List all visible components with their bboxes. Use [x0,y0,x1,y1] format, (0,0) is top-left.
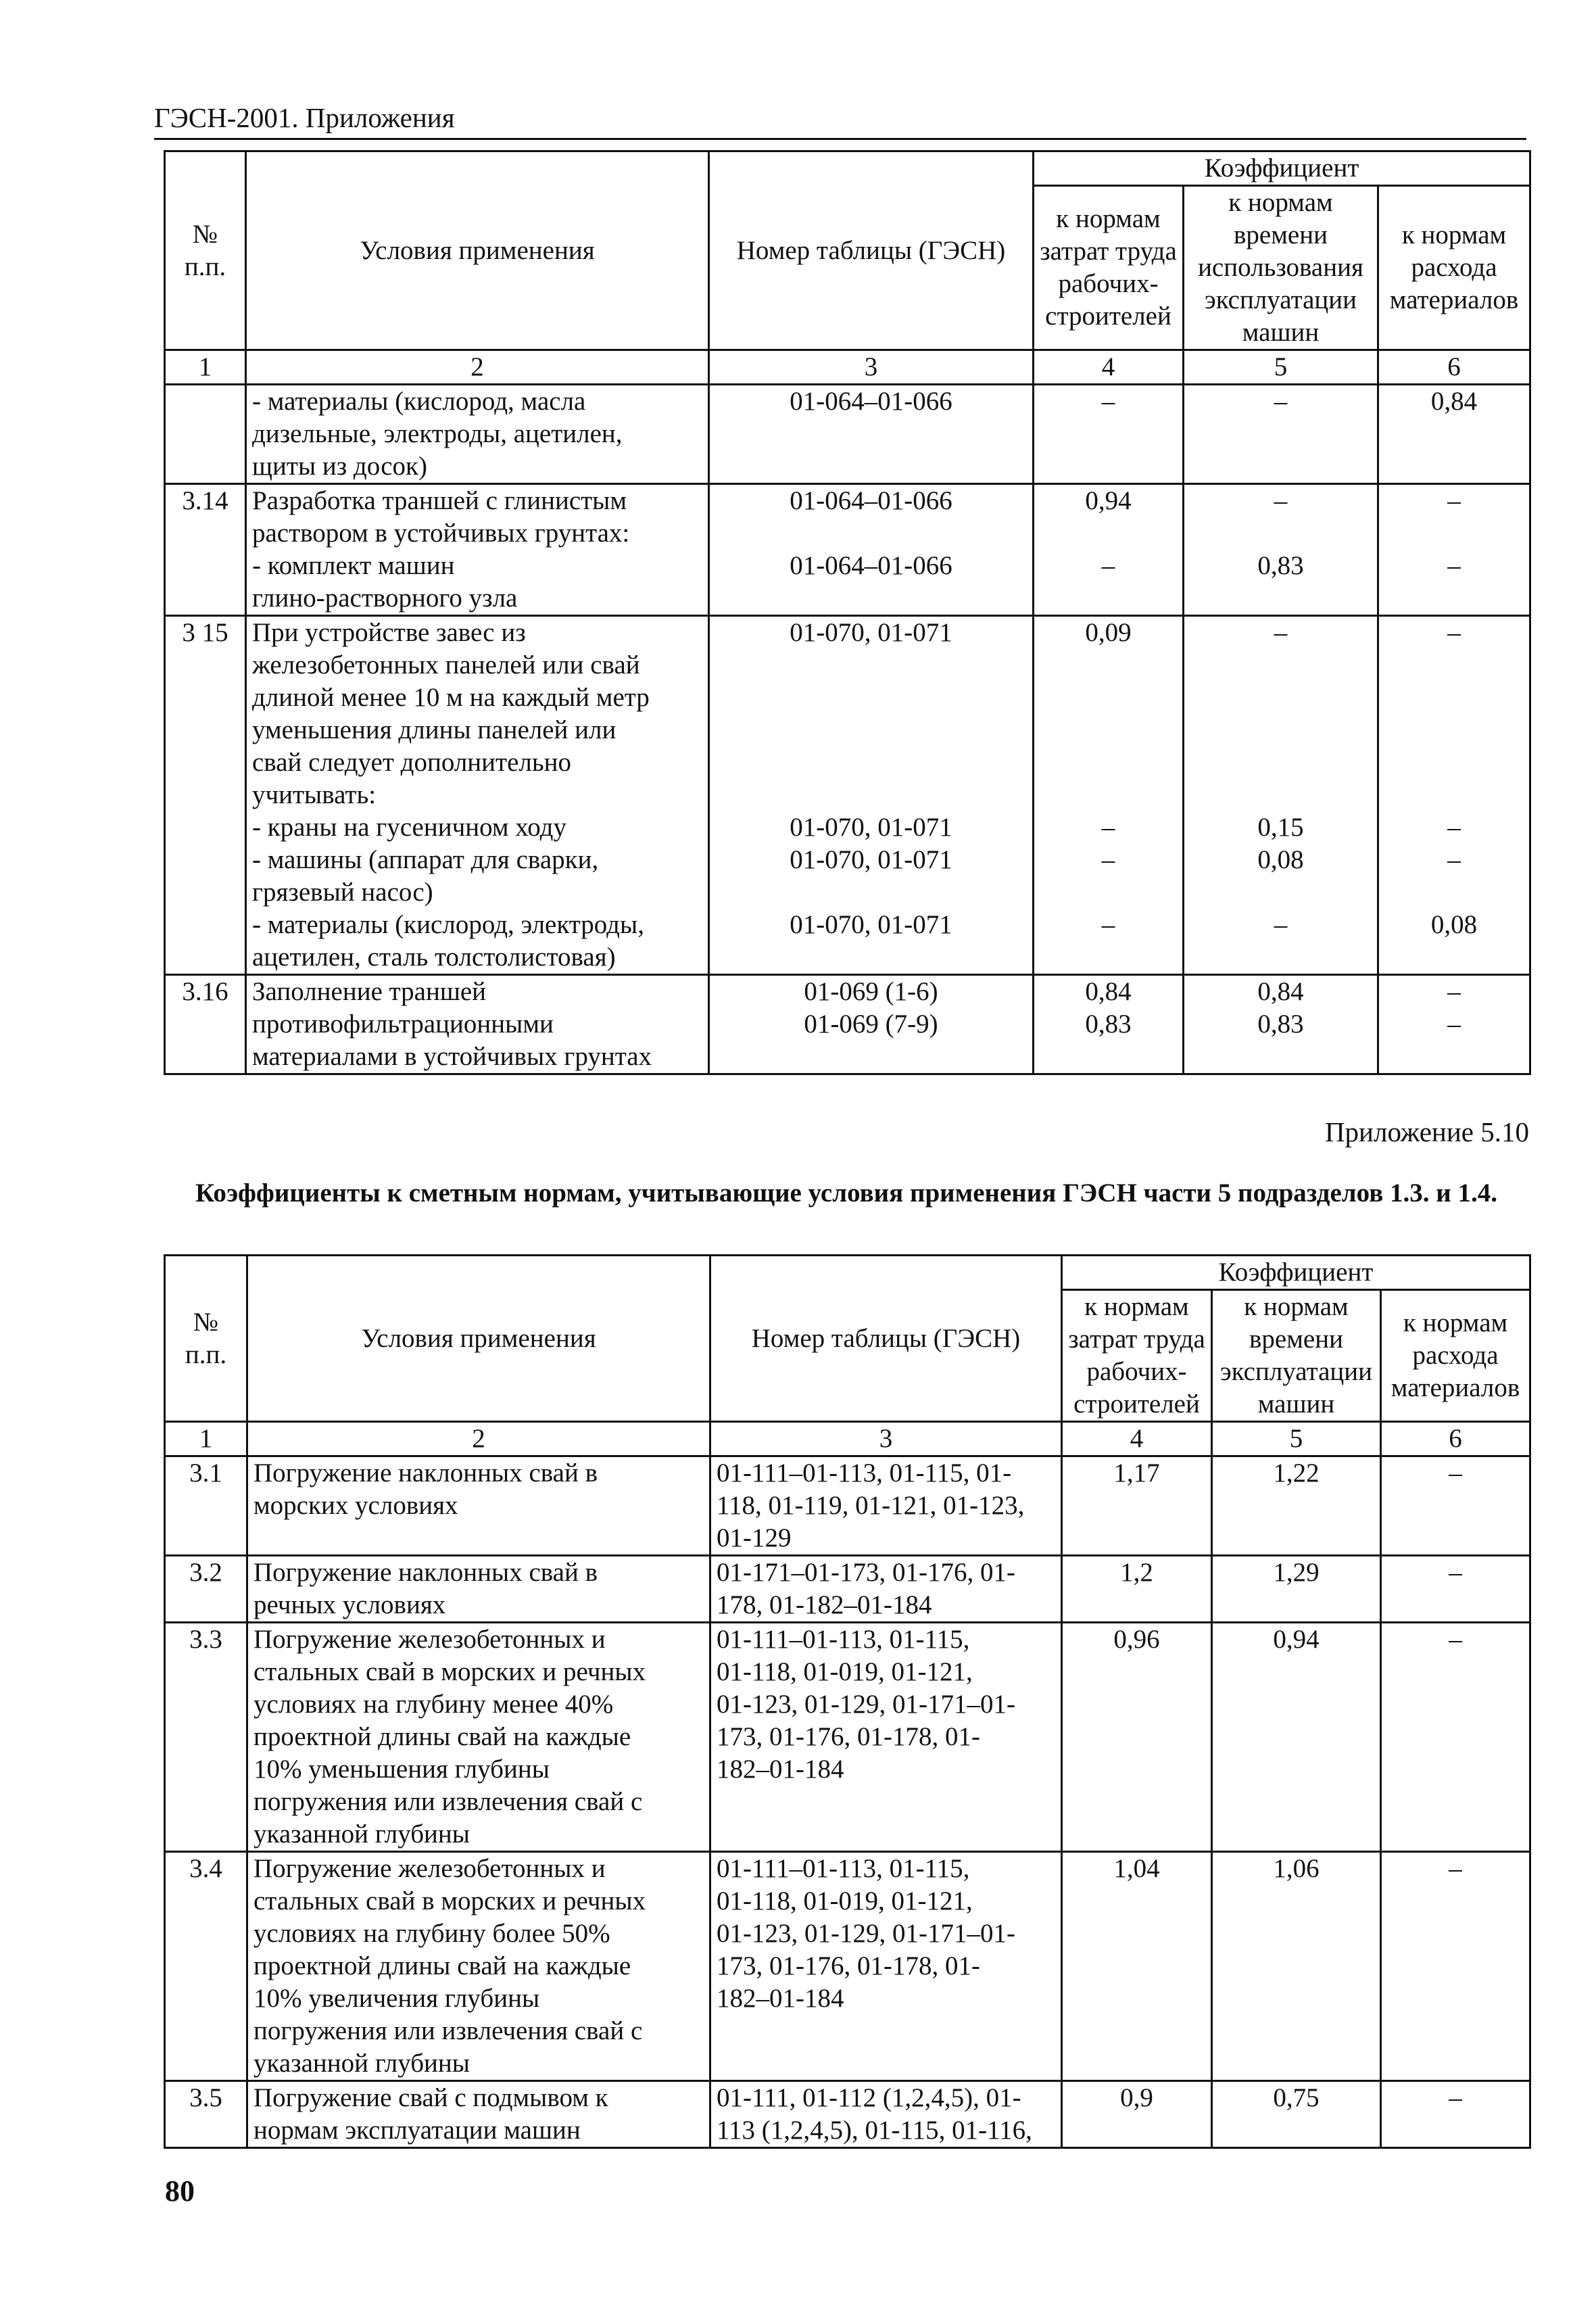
machine-coef-line [1190,682,1372,714]
machine-coef-cell: 0,94 [1212,1623,1381,1852]
table-number-line: 01-123, 01-129, 01-171–01- [717,1690,1015,1719]
condition-line: раствором в устойчивых грунтах: [252,519,630,548]
machine-coef-cell [1184,484,1378,616]
labor-coef-line [1040,1041,1177,1073]
table-number-line [715,418,1027,450]
machine-coef-line: 0,15 [1257,813,1304,842]
table-number-cell [710,1456,1062,1556]
material-coef-cell: – [1381,1456,1530,1556]
labor-coef-line: 0,94 [1085,486,1132,515]
table-row [165,2081,1530,2148]
table-number-line [715,746,1027,779]
table-number-line: 173, 01-176, 01-178, 01- [717,1951,980,1980]
table-number-cell [710,1623,1062,1852]
table-number-line: 01-070, 01-071 [790,845,952,874]
condition-line: стальных свай в морских и речных [253,1657,646,1686]
condition-line: проектной длины свай на каждые [253,1722,631,1751]
machine-coef-cell: 0,75 [1212,2081,1381,2148]
col-table-no-header: Номер таблицы (ГЭСН) [710,1256,1062,1422]
labor-coef-line [1040,450,1177,483]
material-coef-line: – [1447,551,1461,580]
material-coef-line [1384,418,1524,450]
table-number-cell [710,2081,1062,2148]
col-num-header: № п.п. [165,1256,247,1422]
table-number-line: 01-070, 01-071 [790,813,952,842]
labor-coef-line [1040,779,1177,811]
condition-line: железобетонных панелей или свай [252,650,640,680]
labor-coef-line: – [1101,845,1115,874]
table-number-line [715,714,1027,746]
column-numbers-row [165,350,1530,385]
material-coef-line [1384,682,1524,714]
table-number-line: 01-118, 01-019, 01-121, [717,1886,973,1916]
labor-coef-cell: 1,2 [1062,1556,1212,1623]
table-number-line: 182–01-184 [717,1984,844,2013]
condition-line: ацетилен, сталь толстолистовая) [252,943,616,972]
condition-line: свай следует дополнительно [252,748,572,777]
condition-line: длиной менее 10 м на каждый метр [252,683,650,712]
condition-cell [246,385,709,484]
machine-coef-line [1190,779,1372,811]
condition-cell [247,2081,710,2148]
machine-coef-line [1190,714,1372,746]
table-number-line: 01-123, 01-129, 01-171–01- [717,1919,1015,1948]
labor-coef-line [1040,649,1177,682]
coefficients-table-continued [164,150,1531,1075]
table-row [165,616,1530,975]
table-number-line: 118, 01-119, 01-121, 01-123, [717,1491,1025,1520]
condition-line: речных условиях [253,1590,446,1619]
col-number: 1 [165,1422,247,1456]
machine-coef-line [1190,941,1372,974]
labor-coef-cell: 1,17 [1062,1456,1212,1556]
machine-coef-cell: 1,06 [1212,1852,1381,2081]
labor-coef-line [1040,746,1177,779]
labor-coef-cell [1034,484,1184,616]
condition-line: При устройстве завес из [252,618,526,647]
table-number-cell [709,616,1034,975]
table-row [165,385,1530,484]
table-number-cell [710,1852,1062,2081]
machine-coef-line [1190,876,1372,909]
col-conditions-header: Условия применения [247,1256,710,1422]
material-coef-cell [1378,484,1530,616]
condition-cell [247,1556,710,1623]
material-coef-cell: – [1381,1556,1530,1623]
condition-line: Погружение наклонных свай в [253,1458,598,1488]
condition-line: Погружение свай с подмывом к [253,2083,608,2112]
labor-coef-line [1040,876,1177,909]
machine-coef-line [1190,1041,1372,1073]
material-coef-line [1384,876,1524,909]
labor-coef-line [1040,714,1177,746]
machine-coef-line: – [1274,486,1288,515]
condition-cell [246,484,709,616]
appendix-label: Приложение 5.10 [1324,1116,1529,1147]
col-machines-header: к нормам времени использования эксплуатации машин [1184,186,1378,350]
material-coef-line: 0,08 [1430,910,1478,939]
condition-line: - машины (аппарат для сварки, [252,845,599,874]
table-number-line [715,450,1027,483]
material-coef-line: 0,84 [1430,387,1478,416]
material-coef-line: – [1447,977,1461,1006]
table-number-line: 01-064–01-066 [790,551,952,580]
table-number-line: 01-111, 01-112 (1,2,4,5), 01- [717,2083,1021,2112]
material-coef-line: – [1447,1009,1461,1039]
col-conditions-header: Условия применения [246,151,709,350]
table-number-line: 01-064–01-066 [790,387,952,416]
page-number: 80 [165,2174,195,2208]
table-row [165,1623,1530,1852]
condition-line: противофильтрационными [252,1009,554,1039]
row-number: 3 15 [165,616,246,975]
condition-line: щиты из досок) [252,452,427,481]
col-table-no-header: Номер таблицы (ГЭСН) [709,151,1034,350]
table-number-line: 01-129 [717,1523,792,1552]
machine-coef-line: 0,83 [1257,551,1304,580]
material-coef-line [1384,450,1524,483]
col-materials-header: к нормам расхода материалов [1381,1290,1530,1422]
col-num-header: № п.п. [165,151,246,350]
condition-line: указанной глубины [253,2049,470,2078]
machine-coef-line [1190,418,1372,450]
table-number-line: 178, 01-182–01-184 [717,1590,932,1619]
condition-line: условиях на глубину более 50% [253,1919,610,1948]
col-coefficient-header: Коэффициент [1062,1256,1530,1290]
labor-coef-line: – [1101,387,1115,416]
condition-line: условиях на глубину менее 40% [253,1690,614,1719]
row-number: 3.3 [165,1623,247,1852]
machine-coef-line: – [1274,618,1288,647]
running-header: ГЭСН-2001. Приложения [154,101,1526,140]
machine-coef-line [1190,582,1372,615]
condition-line: Погружение наклонных свай в [253,1558,598,1587]
machine-coef-cell: 1,22 [1212,1456,1381,1556]
labor-coef-line: – [1101,551,1115,580]
labor-coef-line [1040,418,1177,450]
col-number: 3 [710,1422,1062,1456]
material-coef-line [1384,779,1524,811]
table-number-line [715,876,1027,909]
table-row [165,1456,1530,1556]
table-number-line [715,682,1027,714]
labor-coef-line: 0,83 [1085,1009,1132,1039]
table-header-row [165,151,1530,186]
table-number-line: 01-069 (7-9) [804,1009,938,1039]
col-number: 4 [1062,1422,1212,1456]
condition-line: проектной длины свай на каждые [253,1951,631,1980]
condition-line: глино-растворного узла [252,584,518,613]
condition-line: морских условиях [253,1491,458,1520]
material-coef-cell [1378,975,1530,1074]
machine-coef-line [1190,649,1372,682]
condition-line: Разработка траншей с глинистым [252,486,627,515]
col-labor-header: к нормам затрат труда рабочих-строителей [1034,186,1184,350]
labor-coef-line [1040,582,1177,615]
condition-line: погружения или извлечения свай с [253,2016,643,2045]
col-number: 3 [709,350,1034,385]
table-number-line: 01-118, 01-019, 01-121, [717,1657,973,1686]
material-coef-line: – [1447,813,1461,842]
condition-line: Погружение железобетонных и [253,1854,606,1883]
row-number: 3.2 [165,1556,247,1623]
col-machines-header: к нормам времени эксплуатации машин [1212,1290,1381,1422]
col-number: 6 [1381,1422,1530,1456]
condition-cell [247,1852,710,2081]
labor-coef-cell [1034,616,1184,975]
labor-coef-line: – [1101,813,1115,842]
table-row [165,1556,1530,1623]
condition-line: 10% увеличения глубины [253,1984,540,2013]
table-number-line: 01-070, 01-071 [790,910,952,939]
material-coef-line: – [1447,845,1461,874]
table-number-line: 01-111–01-113, 01-115, 01- [717,1458,1012,1488]
row-number: 3.14 [165,484,246,616]
table-number-line: 01-171–01-173, 01-176, 01- [717,1558,1015,1587]
material-coef-line [1384,746,1524,779]
column-numbers-row [165,1422,1530,1456]
condition-line: Заполнение траншей [252,977,487,1006]
condition-line: уменьшения длины панелей или [252,715,616,744]
condition-cell [246,616,709,975]
material-coef-cell: – [1381,1852,1530,2081]
material-coef-line [1384,582,1524,615]
col-number: 6 [1378,350,1530,385]
table-number-line [715,941,1027,974]
machine-coef-cell [1184,975,1378,1074]
material-coef-line: – [1447,486,1461,515]
col-materials-header: к нормам расхода материалов [1378,186,1530,350]
condition-line: грязевый насос) [252,878,433,907]
table-number-line [715,649,1027,682]
material-coef-cell [1378,385,1530,484]
row-number [165,385,246,484]
labor-coef-line [1040,941,1177,974]
table-number-line [715,517,1027,550]
condition-cell [246,975,709,1074]
condition-line: стальных свай в морских и речных [253,1886,646,1916]
table-number-line: 173, 01-176, 01-178, 01- [717,1722,980,1751]
material-coef-cell: – [1381,2081,1530,2148]
table-number-line [715,1041,1027,1073]
machine-coef-line: 0,84 [1257,977,1304,1006]
material-coef-line: – [1447,618,1461,647]
col-coefficient-header: Коэффициент [1034,151,1530,186]
table-number-cell [710,1556,1062,1623]
labor-coef-line: – [1101,910,1115,939]
condition-line: Погружение железобетонных и [253,1625,606,1654]
machine-coef-cell [1184,616,1378,975]
labor-coef-line [1040,682,1177,714]
condition-line: нормам эксплуатации машин [253,2116,581,2145]
table-number-line: 01-111–01-113, 01-115, [717,1854,970,1883]
table-number-line: 01-069 (1-6) [804,977,938,1006]
col-number: 5 [1212,1422,1381,1456]
labor-coef-cell [1034,385,1184,484]
machine-coef-line [1190,517,1372,550]
section-title: Коэффициенты к сметным нормам, учитывающие условия применения ГЭСН части 5 подразделов 1.3. и 1.4. [195,1179,1497,1208]
material-coef-line [1384,517,1524,550]
condition-line: - краны на гусеничном ходу [252,813,566,842]
material-coef-line [1384,714,1524,746]
table-row [165,1852,1530,2081]
condition-line: указанной глубины [253,1820,470,1849]
material-coef-cell: – [1381,1623,1530,1852]
labor-coef-line [1040,517,1177,550]
material-coef-line [1384,1041,1524,1073]
table-number-line [715,582,1027,615]
condition-line: - материалы (кислород, электроды, [252,910,644,939]
table-number-line: 01-111–01-113, 01-115, [717,1625,970,1654]
table-number-cell [709,484,1034,616]
machine-coef-line [1190,746,1372,779]
labor-coef-cell [1034,975,1184,1074]
machine-coef-line: 0,08 [1257,845,1304,874]
machine-coef-line: 0,83 [1257,1009,1304,1039]
machine-coef-line [1190,450,1372,483]
machine-coef-cell: 1,29 [1212,1556,1381,1623]
table-number-line: 01-070, 01-071 [790,618,952,647]
col-number: 2 [247,1422,710,1456]
row-number: 3.5 [165,2081,247,2148]
col-number: 2 [246,350,709,385]
condition-line: материалами в устойчивых грунтах [252,1042,652,1071]
condition-line: погружения или извлечения свай с [253,1787,643,1816]
labor-coef-cell: 1,04 [1062,1852,1212,2081]
condition-line: - комплект машин [252,551,455,580]
col-labor-header: к нормам затрат труда рабочих-строителей [1062,1290,1212,1422]
machine-coef-line: – [1274,387,1288,416]
table-number-line: 113 (1,2,4,5), 01-115, 01-116, [717,2116,1032,2145]
table-number-cell [709,385,1034,484]
condition-cell [247,1623,710,1852]
machine-coef-line: – [1274,910,1288,939]
labor-coef-cell: 0,9 [1062,2081,1212,2148]
labor-coef-cell: 0,96 [1062,1623,1212,1852]
col-number: 5 [1184,350,1378,385]
material-coef-cell [1378,616,1530,975]
table-row [165,975,1530,1074]
table-number-line: 01-064–01-066 [790,486,952,515]
table-number-line [715,779,1027,811]
condition-line: 10% уменьшения глубины [253,1755,550,1784]
labor-coef-line: 0,09 [1085,618,1132,647]
material-coef-line [1384,941,1524,974]
table-row [165,484,1530,616]
condition-line: - материалы (кислород, масла [252,387,586,416]
col-number: 4 [1034,350,1184,385]
table-header-row [165,1256,1530,1290]
machine-coef-cell [1184,385,1378,484]
condition-cell [247,1456,710,1556]
row-number: 3.1 [165,1456,247,1556]
labor-coef-line: 0,84 [1085,977,1132,1006]
material-coef-line [1384,649,1524,682]
row-number: 3.16 [165,975,246,1074]
condition-line: дизельные, электроды, ацетилен, [252,419,623,448]
table-number-cell [709,975,1034,1074]
col-number: 1 [165,350,246,385]
coefficients-table-5-10 [164,1254,1531,2149]
table-number-line: 182–01-184 [717,1755,844,1784]
condition-line: учитывать: [252,780,377,809]
row-number: 3.4 [165,1852,247,2081]
